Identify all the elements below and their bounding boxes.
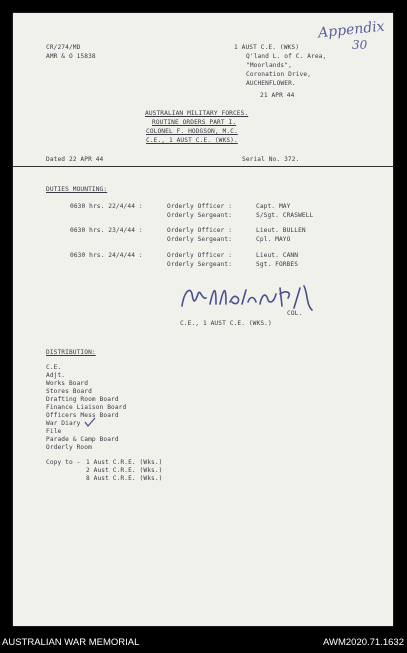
copy-recipient: 1 Aust C.R.E. (Wks.): [86, 459, 163, 466]
duty-sergeant-name: S/Sgt. CRASWELL: [256, 212, 314, 219]
duty-officer-label: Orderly Officer :: [167, 252, 233, 259]
title-line-1: AUSTRALIAN MILITARY FORCES.: [145, 110, 249, 117]
distribution-item: War Diary: [46, 420, 81, 427]
duty-sergeant-name: Sgt. FORBES: [256, 261, 299, 268]
footer-accession-number: AWM2020.71.1632: [323, 637, 404, 648]
title-line-4: C.E., 1 AUST C.E. (WKS).: [146, 137, 238, 144]
copy-to-label: Copy to -: [46, 459, 81, 466]
duty-time: 0630 hrs. 23/4/44 :: [70, 227, 143, 234]
title-line-3: COLONEL F. HODGSON, M.C.: [146, 128, 238, 135]
distribution-item: File: [46, 428, 62, 435]
distribution-item: Finance Liaison Board: [46, 404, 127, 411]
distribution-item: Adjt.: [46, 372, 66, 379]
duty-officer-name: Lieut. CANN: [256, 252, 299, 259]
copy-recipient: 8 Aust C.R.E. (Wks.): [86, 475, 163, 482]
signature-title: C.E., 1 AUST C.E. (WKS.): [180, 320, 272, 327]
copy-recipient: 2 Aust C.R.E. (Wks.): [86, 467, 163, 474]
footer-institution: AUSTRALIAN WAR MEMORIAL: [2, 637, 140, 648]
duties-heading: DUTIES MOUNTING:: [46, 186, 108, 193]
handwritten-tick: [84, 417, 96, 427]
title-line-2: ROUTINE ORDERS PART I.: [152, 119, 237, 126]
dated-line: Dated 22 APR 44: [46, 156, 104, 163]
document-date: 21 APR 44: [260, 92, 295, 99]
duty-officer-name: Capt. MAY: [256, 203, 291, 210]
duty-officer-name: Lieut. BULLEN: [256, 227, 306, 234]
distribution-item: Drafting Room Board: [46, 396, 119, 403]
reference-line-1: CR/274/MD: [46, 44, 81, 51]
duty-sergeant-label: Orderly Sergeant:: [167, 212, 233, 219]
signature-col: COL.: [287, 310, 303, 317]
duty-officer-label: Orderly Officer :: [167, 203, 233, 210]
appendix-number: 30: [352, 38, 368, 52]
duty-time: 0630 hrs. 24/4/44 :: [70, 252, 143, 259]
duty-officer-label: Orderly Officer :: [167, 227, 233, 234]
address-line-1: 1 AUST C.E. (WKS): [234, 44, 300, 51]
address-line-2: Q'land L. of C. Area,: [246, 53, 327, 60]
address-line-3: "Moorlands",: [246, 62, 292, 69]
distribution-item: Stores Board: [46, 388, 92, 395]
duty-sergeant-label: Orderly Sergeant:: [167, 261, 233, 268]
distribution-item: Officers Mess Board: [46, 412, 119, 419]
address-line-5: AUCHENFLOWER.: [246, 80, 296, 87]
distribution-item: Orderly Room: [46, 444, 92, 451]
duty-sergeant-label: Orderly Sergeant:: [167, 236, 233, 243]
distribution-item: Parade & Camp Board: [46, 436, 119, 443]
appendix-annotation: Appendix: [317, 18, 386, 42]
duty-sergeant-name: Cpl. MAYO: [256, 236, 291, 243]
reference-line-2: AMR & O 15838: [46, 53, 96, 60]
distribution-item: Works Board: [46, 380, 89, 387]
address-line-4: Coronation Drive,: [246, 71, 312, 78]
distribution-heading: DISTRIBUTION:: [46, 349, 96, 356]
distribution-item: C.E.: [46, 364, 62, 371]
separator-line: [13, 166, 393, 167]
duty-time: 0630 hrs. 22/4/44 :: [70, 203, 143, 210]
serial-number: Serial No. 372.: [242, 156, 300, 163]
